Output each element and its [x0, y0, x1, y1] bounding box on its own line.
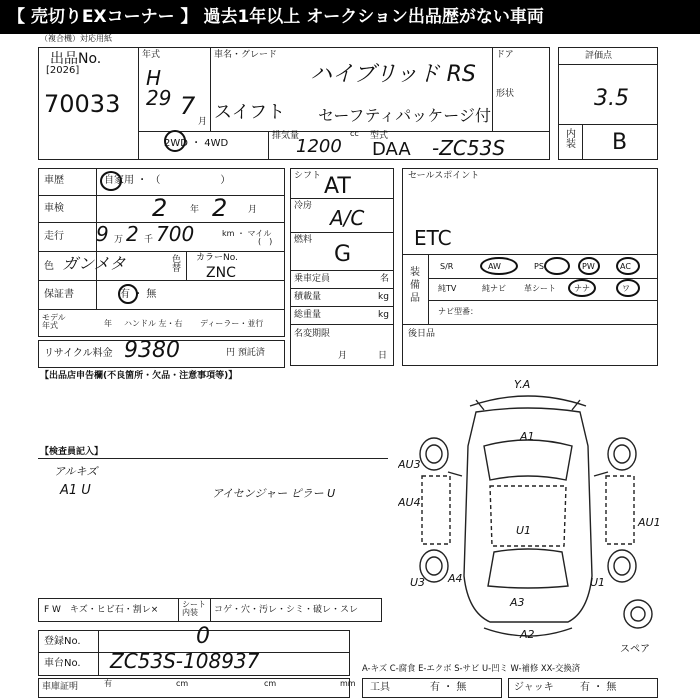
warranty-label: 保証書 — [44, 289, 74, 300]
reg-no-value: 0 — [196, 624, 210, 649]
capacity-unit: 名 — [380, 274, 390, 284]
year-month: 7 — [180, 92, 196, 120]
seat-label: シート内装 — [182, 600, 206, 617]
history-label: 車歴 — [44, 175, 64, 186]
shift-value: AT — [324, 174, 351, 199]
handle: ハンドル 左・右 — [124, 319, 183, 328]
diagram-mark-a1: A1 — [520, 430, 535, 443]
sub-note: （複合機）対応用紙 — [40, 34, 112, 43]
shift-label: シフト — [294, 171, 322, 181]
aircon-value: A/C — [330, 206, 365, 230]
car-package: セーフティパッケージ付 — [318, 106, 491, 125]
reg-no-label: 登録No. — [44, 636, 81, 647]
cert-cm-1: cm — [176, 679, 189, 688]
cert-yes: 有 — [104, 679, 112, 688]
fuel-label: 燃料 — [294, 235, 313, 245]
chassis-value: ZC53S-108937 — [110, 649, 260, 673]
model-year-unit: 年 — [104, 319, 112, 328]
equip-navi: 純ナビ — [482, 284, 506, 293]
equip-sr: S/R — [440, 262, 454, 271]
diagram-mark-a2: A2 — [520, 628, 535, 641]
diagram-mark-a4: A4 — [448, 572, 463, 585]
inspection-year: 2 — [152, 194, 168, 222]
color-change: 色替 — [172, 255, 182, 274]
equip-ps: PS — [534, 262, 544, 271]
store-notes-label: 【出品店申告欄(不良箇所・欠品・注意事項等)】 — [40, 371, 238, 381]
recycle-unit: 円 預託済 — [226, 348, 265, 358]
car-label: 車名・グレード — [214, 50, 278, 60]
history-circle — [100, 171, 122, 191]
load-label: 積載量 — [294, 292, 322, 302]
sales-label: セールスポイント — [408, 171, 480, 181]
page-banner: 【 売切りEXコーナー 】 過去1年以上 オークション出品歴がない車両 — [0, 0, 700, 34]
lot-number: 70033 — [44, 90, 121, 118]
color-value: ガンメタ — [62, 254, 126, 273]
meter-day-unit: 日 — [378, 351, 388, 361]
weight-unit: kg — [378, 310, 389, 320]
type-code: -ZC53S — [432, 136, 506, 160]
fuel-value: G — [334, 242, 352, 267]
dealer: ディーラー・並行 — [200, 319, 264, 328]
spare-label: スペア — [620, 644, 650, 655]
type-label: 型式 — [370, 131, 389, 141]
month-unit: 月 — [198, 117, 208, 127]
equip-aw: AW — [488, 262, 501, 271]
equipment-label: 装備品 — [410, 267, 420, 304]
displacement-value: 1200 — [296, 136, 342, 157]
year-era: H — [146, 66, 162, 90]
equip-ps-circle — [544, 257, 570, 275]
lot-label: 出品No. — [50, 51, 102, 67]
mileage-man-unit: 万 — [114, 235, 124, 245]
recycle-label: リサイクル料金 — [44, 348, 113, 359]
weight-label: 総重量 — [294, 310, 322, 320]
type-prefix: DAA — [372, 139, 411, 160]
score-label: 評価点 — [585, 51, 613, 61]
diagram-mark-au3: AU3 — [398, 458, 421, 471]
tools-options: 有 ・ 無 — [430, 682, 467, 693]
cert-mm: mm — [340, 679, 356, 688]
year-value: 29 — [146, 86, 172, 110]
equip-leather: 革シート — [524, 284, 556, 293]
meter-month-unit: 月 — [338, 351, 348, 361]
equip-navi-model: ナビ型番： — [438, 307, 478, 316]
chassis-label: 車台No. — [44, 658, 81, 669]
inspection-label: 車検 — [44, 203, 64, 214]
interior-value: B — [612, 130, 628, 155]
diagram-front: Y.A — [514, 378, 531, 391]
mileage-label: 走行 — [44, 231, 64, 242]
equip-ac: AC — [620, 262, 631, 271]
jack-options: 有 ・ 無 — [580, 682, 617, 693]
displacement-label: 排気量 — [272, 131, 300, 141]
diagram-mark-au4: AU4 — [398, 496, 421, 509]
car-damage-diagram — [398, 376, 692, 658]
diagram-mark-au1: AU1 — [638, 516, 661, 529]
equip-wa: ワ — [622, 284, 630, 293]
equip-pw: PW — [582, 262, 595, 271]
warranty-options: 有 ・ 無 — [120, 289, 157, 300]
score-value: 3.5 — [594, 86, 629, 111]
history-options: 自家用 ・ （ ） — [104, 175, 231, 186]
lot-stamp: [2026] — [46, 65, 80, 76]
mileage-sen: 2 — [126, 222, 139, 246]
seat-text: コゲ・穴・汚レ・シミ・破レ・スレ — [214, 605, 359, 615]
drive-options: 2WD ・ 4WD — [164, 138, 229, 149]
car-grade: ハイブリッド RS — [310, 62, 476, 87]
capacity-label: 乗車定員 — [294, 274, 331, 284]
mileage-unit-options: km ・ マイル — [222, 229, 272, 238]
jack-label: ジャッキ — [514, 682, 554, 693]
sales-value: ETC — [414, 226, 452, 250]
inspector-label: 【検査員記入】 — [40, 447, 104, 457]
inspection-year-unit: 年 — [190, 205, 200, 215]
inspection-month-unit: 月 — [248, 205, 258, 215]
car-model: スイフト — [214, 102, 286, 123]
cert-row — [38, 678, 350, 698]
recycle-value: 9380 — [124, 338, 180, 363]
displacement-unit: cc — [350, 129, 359, 138]
color-label: 色 — [44, 261, 54, 272]
meter-label: 名変期限 — [294, 329, 331, 339]
inspector-line3: アイセンジャー ピラー U — [212, 487, 336, 500]
mileage-rest: 700 — [156, 222, 195, 246]
inspector-line1: アルキズ — [54, 465, 98, 478]
year-label: 年式 — [142, 50, 161, 60]
equip-nana: ナナ — [574, 284, 590, 293]
mileage-man: 9 — [96, 222, 109, 246]
aircon-label: 冷房 — [294, 201, 313, 211]
color-no-label: カラーNo. — [196, 253, 238, 263]
inspection-month: 2 — [212, 194, 228, 222]
diagram-mark-a3: A3 — [510, 596, 525, 609]
later-day-label: 後日品 — [408, 329, 436, 339]
mileage-sen-unit: 千 — [144, 235, 154, 245]
equip-tv: 純TV — [438, 284, 457, 293]
color-no: ZNC — [206, 265, 236, 281]
diagram-mark-u1-bottom: U1 — [590, 576, 606, 589]
cert-cm-2: cm — [264, 679, 277, 688]
cert-label: 車庫証明 — [42, 682, 79, 692]
mileage-paren: ( ) — [258, 237, 273, 246]
diagram-mark-u1-top: U1 — [516, 524, 532, 537]
tools-label: 工具 — [370, 682, 390, 693]
load-unit: kg — [378, 292, 389, 302]
door-label: ドア — [496, 50, 514, 60]
fw-text: F W キズ・ヒビ石・割レ× — [44, 605, 159, 615]
damage-legend: A-キズ C-腐食 E-エクボ S-サビ U-凹ミ W-補修 XX-交換済 — [362, 663, 581, 673]
interior-label: 内装 — [566, 129, 576, 150]
inspector-line2: A1 U — [60, 483, 91, 498]
shape-label: 形状 — [496, 89, 515, 99]
model-year-label: モデル年式 — [42, 313, 66, 330]
diagram-mark-u3: U3 — [410, 576, 426, 589]
